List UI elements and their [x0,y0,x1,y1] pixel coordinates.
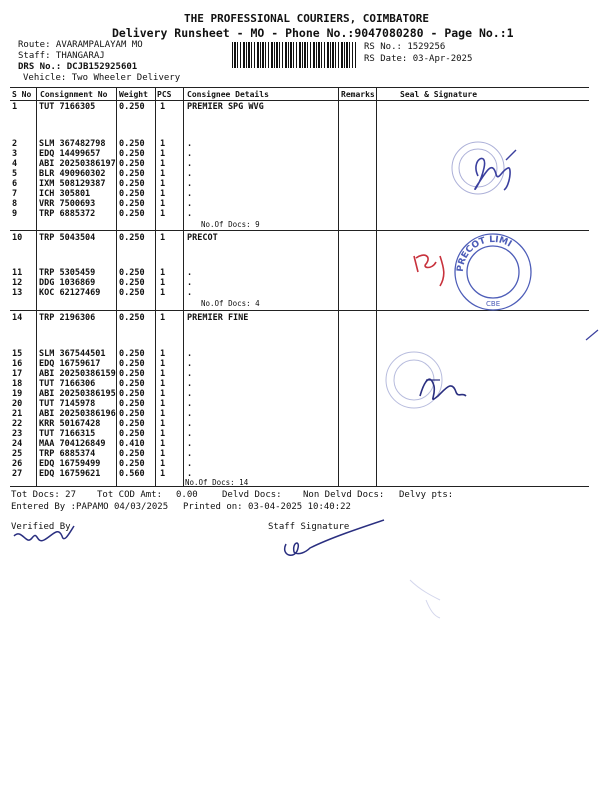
signature-1 [475,158,510,190]
verified-by: Verified By [11,522,71,532]
staff-label: Staff: THANGARAJ [18,51,105,61]
rs-date: RS Date: 03-Apr-2025 [364,54,473,64]
route-label: Route: AVARAMPALAYAM MO [18,40,143,50]
docs-count: No.Of Docs: 4 [201,299,260,308]
staff-signature [285,520,384,555]
drs-number: DRS No.: DCJB152925601 [18,62,138,72]
stray-mark [586,330,598,340]
svg-text:PRECOT LIMI: PRECOT LIMI [455,234,514,273]
runsheet-subtitle: Delivery Runsheet - MO - Phone No.:9047080280 - Page No.:1 [112,26,514,40]
signature-red [414,255,444,286]
col-header-details: Consignee Details [187,90,269,99]
col-header-pcs: PCS [157,90,172,99]
rs-number: RS No.: 1529256 [364,42,446,52]
col-header-sno: S No [12,90,32,99]
col-header-remarks: Remarks [341,90,375,99]
entered-by: Entered By :PAPAMO 04/03/2025 [11,502,169,512]
printed-on: Printed on: 03-04-2025 10:40:22 [183,502,351,512]
delivered-docs: Delvd Docs: [222,490,282,500]
non-delivered-docs: Non Delvd Docs: [303,490,385,500]
col-header-seal: Seal & Signature [400,90,478,99]
total-docs: Tot Docs: 27 [11,490,77,500]
docs-count: No.Of Docs: 14 [185,478,249,487]
consignee-name: PREMIER SPG WVG [187,102,264,112]
delivery-points: Delvy pts: [399,490,454,500]
vehicle-label: Vehicle: Two Wheeler Delivery [23,73,181,83]
total-cod-label: Tot COD Amt: [97,490,163,500]
col-header-consignment: Consignment No [40,90,108,99]
stamp-precot [455,234,531,310]
verified-signature [14,526,74,541]
svg-text:CBE: CBE [486,300,501,308]
staff-signature-label: Staff Signature [268,522,350,532]
signature-3 [420,379,466,399]
company-title: THE PROFESSIONAL COURIERS, COIMBATORE [184,12,430,25]
consignee-name: PRECOT [187,233,218,243]
col-header-weight: Weight [119,90,148,99]
consignee-name: PREMIER FINE [187,313,249,323]
stray-mark [410,580,440,618]
docs-count: No.Of Docs: 9 [201,220,260,229]
total-cod-value: 0.00 [176,490,198,500]
